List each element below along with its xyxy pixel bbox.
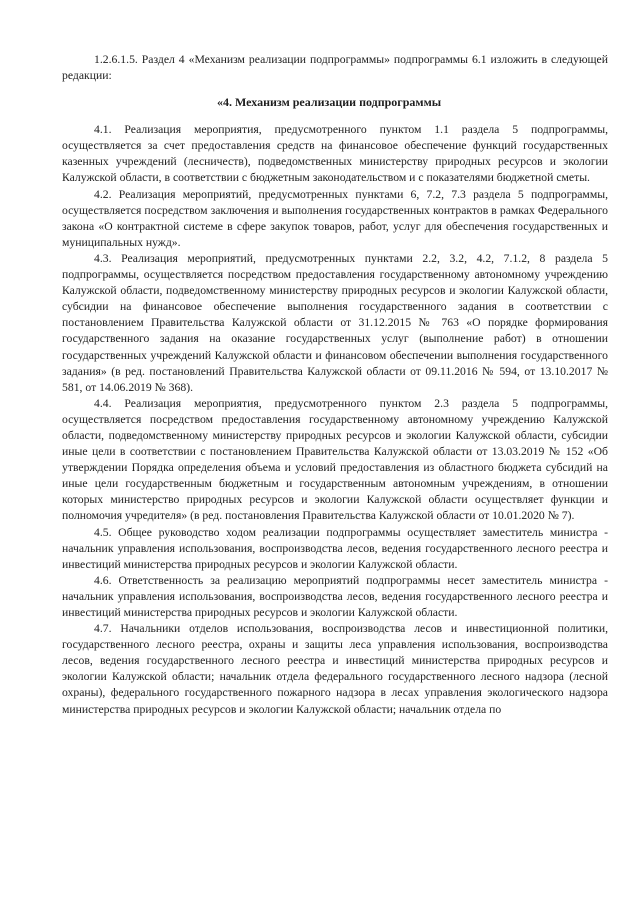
paragraph-4-4: 4.4. Реализация мероприятия, предусмотренного пунктом 2.3 раздела 5 подпрограммы, осуществляется посредством предоставления государственному автономному учреждению Калужской области, подведомственному министерству природных ресурсов и экологии Калужской области, субсидии иные цели в соответствии с постановлением Правительства Калужской области от 13.03.2019 № 152 «Об утверждении Порядка определения объема и условий предоставления из областного бюджета субсидий на иные цели государственным бюджетным и государственным автономным учреждениям, в отношении которых министерство природных ресурсов и экологии Калужской области осуществляет функции и полномочия учредителя» (в ред. постановления Правительства Калужской области от 10.01.2020 № 7). [62, 396, 608, 523]
paragraph-4-3: 4.3. Реализация мероприятий, предусмотренных пунктами 2.2, 3.2, 4.2, 7.1.2, 8 раздела 5 подпрограммы, осуществляется посредством предоставления государственному автономному учреждению Калужской области, подведомственному министерству природных ресурсов и экологии Калужской области, субсидии на финансовое обеспечение выполнения государственного задания в соответствии с постановлением Правительства Калужской области от 31.12.2015 № 763 «О порядке формирования государственного задания на оказание государственных услуг (выполнение работ) в отношении государственных учреждений Калужской области и финансовом обеспечении выполнения государственного задания» (в ред. постановлений Правительства Калужской области от 09.11.2016 № 594, от 13.10.2017 № 581, от 14.06.2019 № 368). [62, 251, 608, 394]
paragraph-4-2: 4.2. Реализация мероприятий, предусмотренных пунктами 6, 7.2, 7.3 раздела 5 подпрограммы, осуществляется посредством заключения и выполнения государственных контрактов в рамках Федерального закона «О контрактной системе в сфере закупок товаров, работ, услуг для обеспечения государственных и муниципальных нужд». [62, 187, 608, 249]
paragraph-4-1: 4.1. Реализация мероприятия, предусмотренного пунктом 1.1 раздела 5 подпрограммы, осуществляется за счет предоставления средств на финансовое обеспечение функций государственных казенных учреждений (лесничеств), подведомственных министерству природных ресурсов и экологии Калужской области, в соответствии с бюджетным законодательством и с показателями бюджетной сметы. [62, 123, 608, 185]
document-page [62, 52, 608, 718]
section-heading: «4. Механизм реализации подпрограммы [217, 95, 442, 110]
intro-paragraph: 1.2.6.1.5. Раздел 4 «Механизм реализации подпрограммы» подпрограммы 6.1 изложить в следующей редакции: [62, 53, 608, 83]
paragraph-4-6: 4.6. Ответственность за реализацию мероприятий подпрограммы несет заместитель министра - начальник управления использования, воспроизводства лесов, ведения государственного лесного реестра и инвестиций министерства природных ресурсов и экологии Калужской области. [62, 573, 608, 619]
paragraph-4-7: 4.7. Начальники отделов использования, воспроизводства лесов и инвестиционной политики, государственного лесного реестра, охраны и защиты леса управления использования, воспроизводства лесов, ведения государственного лесного реестра и инвестиций министерства природных ресурсов и экологии Калужской области; начальник отдела федерального государственного лесного надзора (лесной охраны), федерального государственного пожарного надзора в лесах управления экологического надзора министерства природных ресурсов и экологии Калужской области; начальник отдела по [62, 622, 608, 716]
paragraph-4-5: 4.5. Общее руководство ходом реализации подпрограммы осуществляет заместитель министра - начальник управления использования, воспроизводства лесов, ведения государственного лесного реестра и инвестиций министерства природных ресурсов и экологии Калужской области. [62, 525, 608, 571]
